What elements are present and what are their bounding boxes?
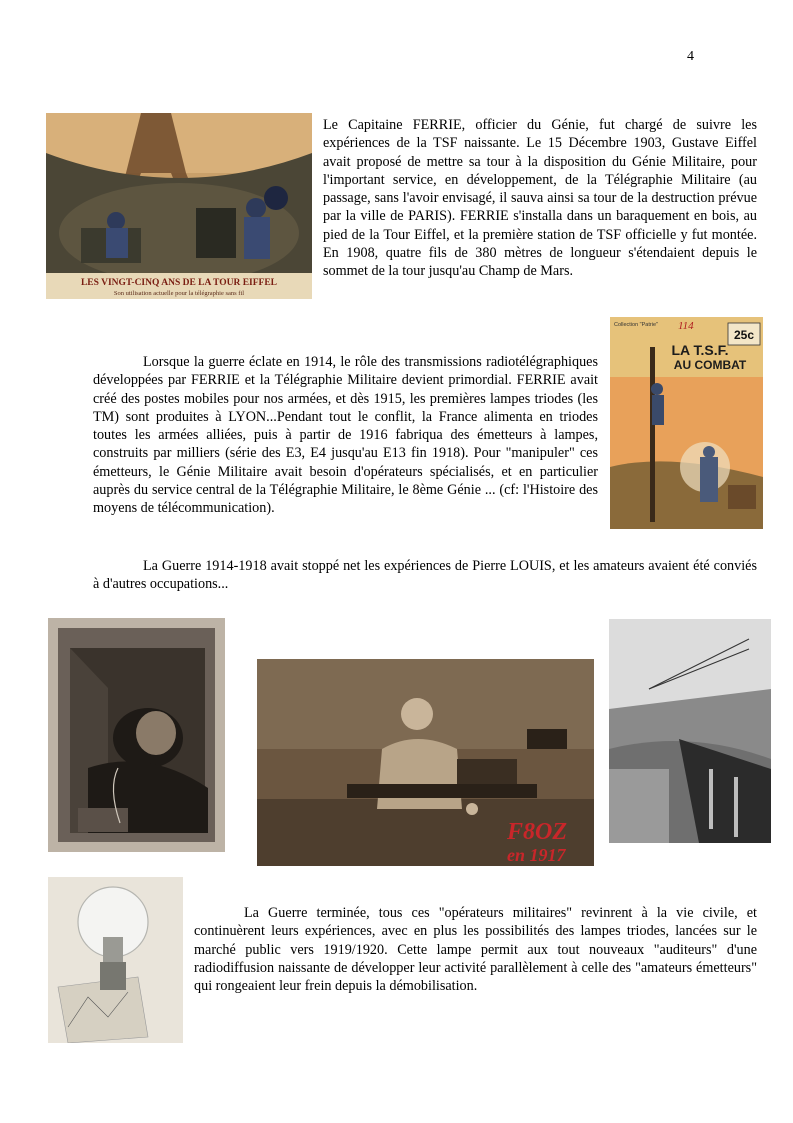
cover-collection: Collection "Patrie": [614, 322, 658, 328]
paragraph-guerre-1914: Lorsque la guerre éclate en 1914, le rôle des transmissions radiotélégraphiques développées par FERRIE et la Télégraphie Militaire devient primordial. FERRIE avait créé des postes mobiles pour nos armées, et dès 1915, les premières lampes triodes (les TM) sont produites à LYON...Pendant tout le conflit, la France alimenta en triodes toutes les armées alliées, puis à partir de 1916 fabriqua des émetteurs à lampes, construits par milliers (série des E3, E4 jusqu'au E13 fin 1918). Pour "manipuler" ces émetteurs, le Génie Militaire avait besoin d'opérateurs spécialisés, et en particulier auprès du service central de la Télégraphie Militaire, le 8ème Génie ... (cf: l'Histoire des moyens de télécommunication).: [93, 354, 598, 517]
cover-price: 25c: [733, 328, 755, 342]
poster-caption-main: LES VINGT-CINQ ANS DE LA TOUR EIFFEL: [80, 278, 278, 288]
paragraph-apres-guerre: La Guerre terminée, tous ces "opérateurs militaires" revinrent à la vie civile, et continuèrent leurs expériences, avec en plus les possibilités des lampes triodes, lancées sur le marché public vers 1919/1920. Cette lampe permit aux tout nouveaux "auditeurs" d'une radiodiffusion naissante de développer leur activité parallèlement à celle des "amateurs émetteurs" qui rongeaient leur frein depuis la démobilisation.: [194, 905, 757, 995]
tsf-au-combat-cover: [610, 317, 763, 529]
f8oz-handwritten-year: en 1917: [507, 845, 566, 865]
paragraph-ferrie-eiffel: Le Capitaine FERRIE, officier du Génie, fut chargé de suivre les expériences de la TSF naissante. Le 15 Décembre 1903, Gustave Eiffel avait proposé de mettre sa tour à la disposition du Génie Militaire, pour l'important service, en développement, de la Télégraphie Militaire (au passage, sans l'avoir envisagé, il sauva ainsi sa tour de la destruction prévue par la ville de PARIS). FERRIE s'installa dans un baraquement en bois, au pied de la Tour Eiffel, et la première station de TSF officielle y fut montée. En 1908, quatre fils de 380 mètres de longueur s'étendaient depuis le sommet de la tour jusqu'au Champ de Mars.: [323, 117, 757, 280]
eiffel-tower-tsf-poster: [46, 113, 312, 299]
cover-title-line1: LA T.S.F.: [671, 342, 729, 358]
cover-number: 114: [678, 320, 694, 332]
f8oz-handwritten-callsign: F8OZ: [507, 819, 567, 845]
f8oz-station-photo: [257, 659, 594, 866]
page-number: 4: [687, 49, 694, 64]
trench-antenna-photo: [609, 619, 771, 843]
trench-radio-operator-photo: [48, 618, 225, 852]
cover-title-line2: AU COMBAT: [673, 358, 747, 372]
poster-caption-sub: Son utilisation actuelle pour la télégraphie sans fil: [113, 290, 245, 297]
paragraph-pierre-louis: La Guerre 1914-1918 avait stoppé net les expériences de Pierre LOUIS, et les amateurs avaient été conviés à d'autres occupations...: [93, 558, 757, 593]
triode-lamp-photo: [48, 877, 183, 1043]
